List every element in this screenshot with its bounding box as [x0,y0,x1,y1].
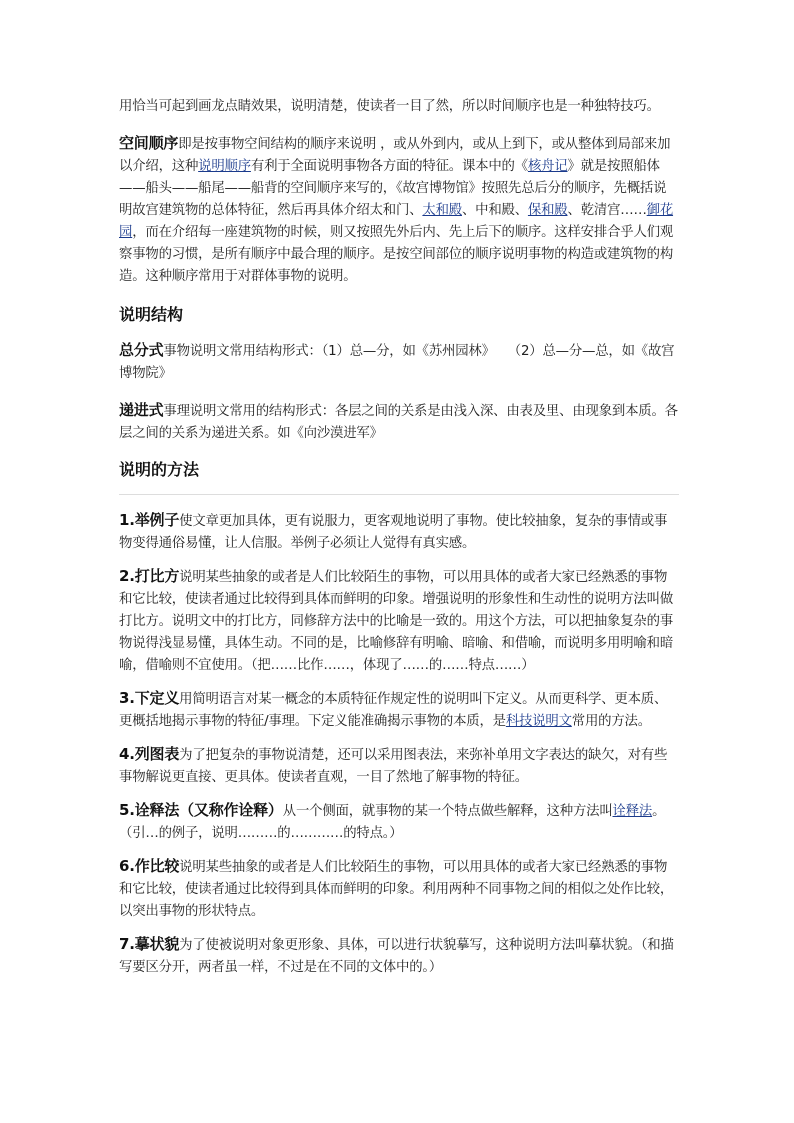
method-3-text-1: 用简明语言对某一概念的本质特征作规定性的说明叫下定义。从而更科学、更本质、更概括地揭示事物的特征/事理。下定义能准确揭示事物的本质，是 [119,692,668,729]
spatial-text-5: 、乾清宫…… [567,203,647,218]
zongfen-paragraph [119,339,679,385]
spatial-text-3: 》就是按照船体——船头——船尾——船背的空间顺序来写的，《故宫博物馆》按照先总后分的顺序，先概括说明故宫建筑物的总体特征，然后再具体介绍太和门、 [119,159,667,218]
method-1-heading: 1.举例子 [119,511,180,529]
link-taihedian[interactable]: 太和殿 [422,203,462,218]
spatial-text-2: 有利于全面说明事物各方面的特征。课本中的《 [250,159,528,174]
method-4-paragraph [119,743,679,789]
zongfen-heading: 总分式 [119,341,164,359]
spatial-order-paragraph [119,132,679,288]
link-baohedian[interactable]: 保和殿 [527,203,568,218]
section-divider [119,494,679,495]
method-6-text: 说明某些抽象的或者是人们比较陌生的事物，可以用具体的或者大家已经熟悉的事物和它比较，使读者通过比较得到具体而鲜明的印象。利用两种不同事物之间的相似之处作比较，以突出事物的形状特点。 [119,860,674,919]
method-5-text-2: 。（引…的例子，说明………的…………的特点。） [119,804,666,841]
method-2-text: 说明某些抽象的或者是人们比较陌生的事物，可以用具体的或者大家已经熟悉的事物和它比较，使读者通过比较得到具体而鲜明的印象。增强说明的形象性和生动性的说明方法叫做打比方。说明文中的打比方，同修辞方法中的比喻是一致的。用这个方法，可以把抽象复杂的事物说得浅显易懂，具体生动。不同的是，比喻修辞有明喻、暗喻、和借喻，而说明多用明喻和暗喻，借喻则不宜使用。（把……比作……，体现了……的……特点……） [119,570,674,673]
dijin-heading: 递进式 [119,401,164,419]
method-4-text: 为了把复杂的事物说清楚，还可以采用图表法，来弥补单用文字表达的缺欠，对有些事物解说更直接、更具体。使读者直观，一目了然地了解事物的特征。 [119,748,668,785]
method-3-paragraph [119,687,679,733]
method-1-text: 使文章更加具体，更有说服力，更客观地说明了事物。使比较抽象，复杂的事情或事物变得通俗易懂，让人信服。举例子必须让人觉得有真实感。 [119,514,668,551]
spatial-text-1: 即是按事物空间结构的顺序来说明 ，或从外到内，或从上到下，或从整体到局部来加以介绍，这种 [119,137,671,174]
link-science-expository[interactable]: 科技说明文 [505,714,572,729]
dijin-text: 事理说明文常用的结构形式：各层之间的关系是由浅入深、由表及里、由现象到本质。各层之间的关系为递进关系。如《向沙漠进军》 [119,404,678,441]
dijin-paragraph [119,399,679,445]
method-5-text-1: 从一个侧面，就事物的某一个特点做些解释，这种方法叫 [282,804,613,819]
structure-heading: 说明结构 [119,305,184,324]
link-hezhouji[interactable]: 核舟记 [527,159,568,174]
intro-paragraph: 用恰当可起到画龙点睛效果，说明清楚，使读者一目了然，所以时间顺序也是一种独特技巧。 [119,99,660,114]
method-5-heading: 5.诠释法（又称作诠释） [119,801,283,819]
method-2-paragraph [119,565,679,677]
method-7-heading: 7.摹状貌 [119,935,180,953]
spatial-text-6: ，而在介绍每一座建筑物的时候，则又按照先外后内、先上后下的顺序。这样安排合乎人们观察事物的习惯，是所有顺序中最合理的顺序。是按空间部位的顺序说明事物的构造或建筑物的构造。这种顺序常用于对群体事物的说明。 [119,225,674,284]
method-1-paragraph [119,509,679,555]
method-7-paragraph [119,933,679,979]
spatial-text-4: 、中和殿、 [461,203,528,218]
link-yuhuayuan[interactable]: 御花园 [119,203,674,240]
method-3-heading: 3.下定义 [119,689,180,707]
link-quanshifa[interactable]: 诠释法 [612,804,653,819]
method-2-heading: 2.打比方 [119,567,180,585]
document-body [119,96,679,979]
method-5-paragraph [119,799,679,845]
zongfen-text: 事物说明文常用结构形式：（1）总—分，如《苏州园林》 （2）总—分—总，如《故宫博物院》 [119,344,675,381]
spatial-order-heading: 空间顺序 [119,134,179,152]
method-6-heading: 6.作比较 [119,857,180,875]
method-7-text: 为了使被说明对象更形象、具体，可以进行状貌摹写，这种说明方法叫摹状貌。（和描写要区分开，两者虽一样，不过是在不同的文体中的。） [119,938,674,975]
method-6-paragraph [119,855,679,923]
method-3-text-2: 常用的方法。 [571,714,651,729]
methods-heading: 说明的方法 [119,460,200,479]
link-explain-order[interactable]: 说明顺序 [198,159,251,174]
method-4-heading: 4.列图表 [119,745,180,763]
